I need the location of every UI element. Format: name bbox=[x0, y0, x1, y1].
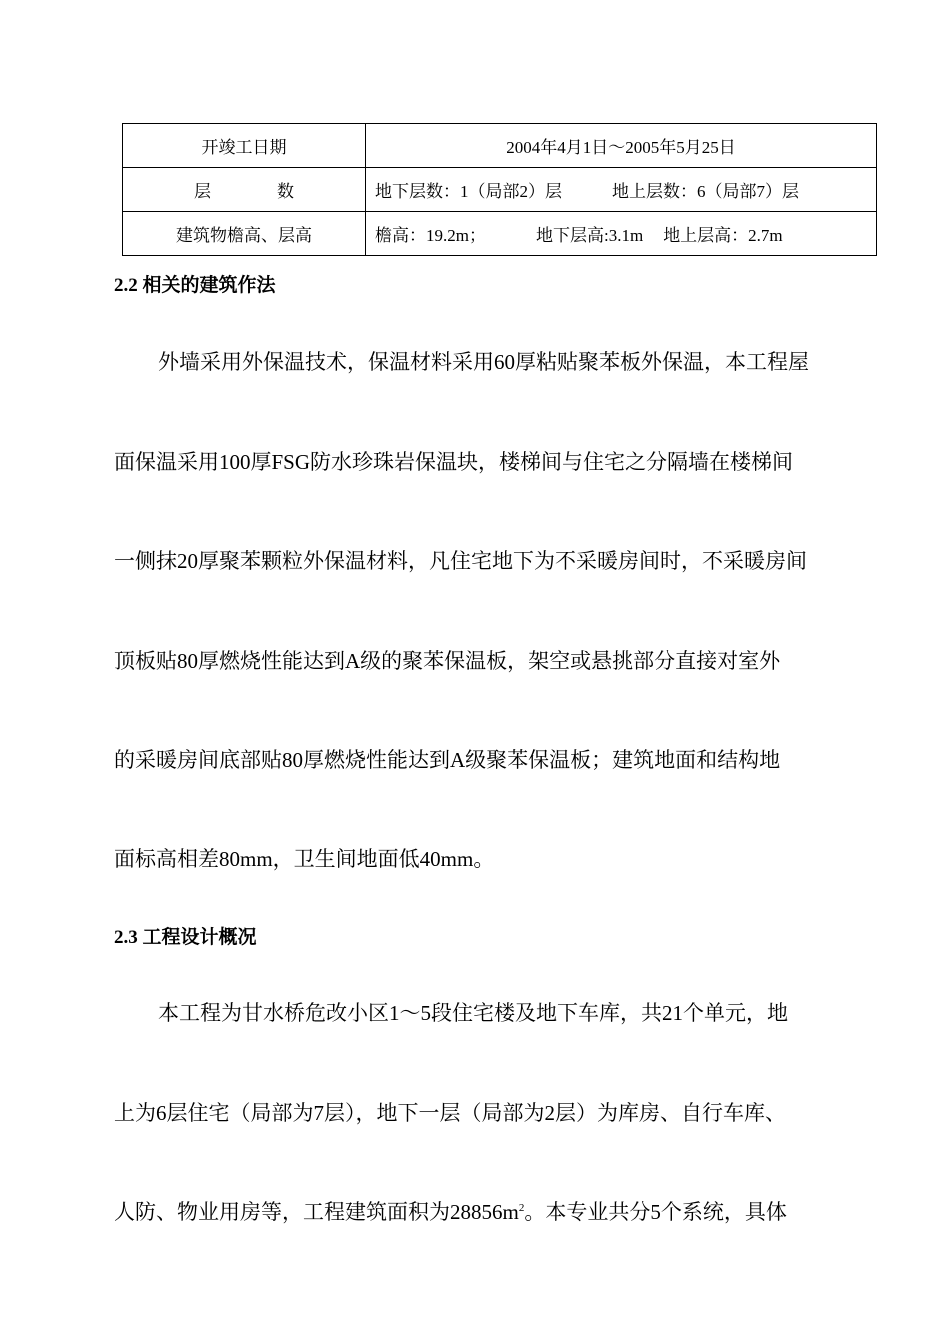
paragraph-line: 外墙采用外保温技术，保温材料采用60厚粘贴聚苯板外保温，本工程屋 bbox=[158, 350, 809, 374]
table-value-part: 地上层数：6（局部7）层 bbox=[612, 182, 799, 201]
line-text: 。本专业共分5个系统，具体 bbox=[524, 1200, 787, 1224]
table-row bbox=[123, 212, 877, 256]
section-heading: 2.3 工程设计概况 bbox=[114, 927, 257, 948]
table-value-cell bbox=[366, 212, 877, 256]
table-value-part: 地下层高:3.1m bbox=[535, 226, 644, 245]
superscript: 2 bbox=[518, 1202, 525, 1214]
project-info-table bbox=[122, 123, 877, 256]
section-heading: 2.2 相关的建筑作法 bbox=[114, 275, 276, 296]
paragraph-line: 上为6层住宅（局部为7层），地下一层（局部为2层）为库房、自行车库、 bbox=[114, 1101, 786, 1125]
table-label-cell: 开竣工日期 bbox=[123, 124, 366, 168]
table-value-cell bbox=[366, 168, 877, 212]
paragraph-line: 面保温采用100厚FSG防水珍珠岩保温块，楼梯间与住宅之分隔墙在楼梯间 bbox=[114, 450, 794, 474]
line-text: 人防、物业用房等，工程建筑面积为28856m bbox=[114, 1200, 519, 1224]
table-label-cell bbox=[123, 168, 366, 212]
table-label-cell: 建筑物檐高、层高 bbox=[123, 212, 366, 256]
table-value-cell: 2004年4月1日～2005年5月25日 bbox=[366, 124, 877, 168]
paragraph-line: 本工程为甘水桥危改小区1～5段住宅楼及地下车库，共21个单元，地 bbox=[158, 1001, 788, 1025]
paragraph-line: 一侧抹20厚聚苯颗粒外保温材料，凡住宅地下为不采暖房间时，不采暖房间 bbox=[114, 549, 807, 573]
table-label-part: 层 bbox=[194, 182, 211, 201]
paragraph-line bbox=[114, 1196, 787, 1226]
table-row bbox=[123, 124, 877, 168]
table-row bbox=[123, 168, 877, 212]
table-label-part: 数 bbox=[277, 182, 294, 201]
paragraph-line: 顶板贴80厚燃烧性能达到A级的聚苯保温板，架空或悬挑部分直接对室外 bbox=[114, 649, 781, 673]
table-value-part: 地下层数：1（局部2）层 bbox=[375, 182, 562, 201]
paragraph-line: 面标高相差80mm，卫生间地面低40mm。 bbox=[114, 847, 495, 871]
table-value-part: 檐高：19.2m； bbox=[375, 226, 486, 245]
paragraph-line: 的采暖房间底部贴80厚燃烧性能达到A级聚苯保温板；建筑地面和结构地 bbox=[114, 748, 781, 772]
table-value-part: 地上层高：2.7m bbox=[663, 226, 783, 245]
